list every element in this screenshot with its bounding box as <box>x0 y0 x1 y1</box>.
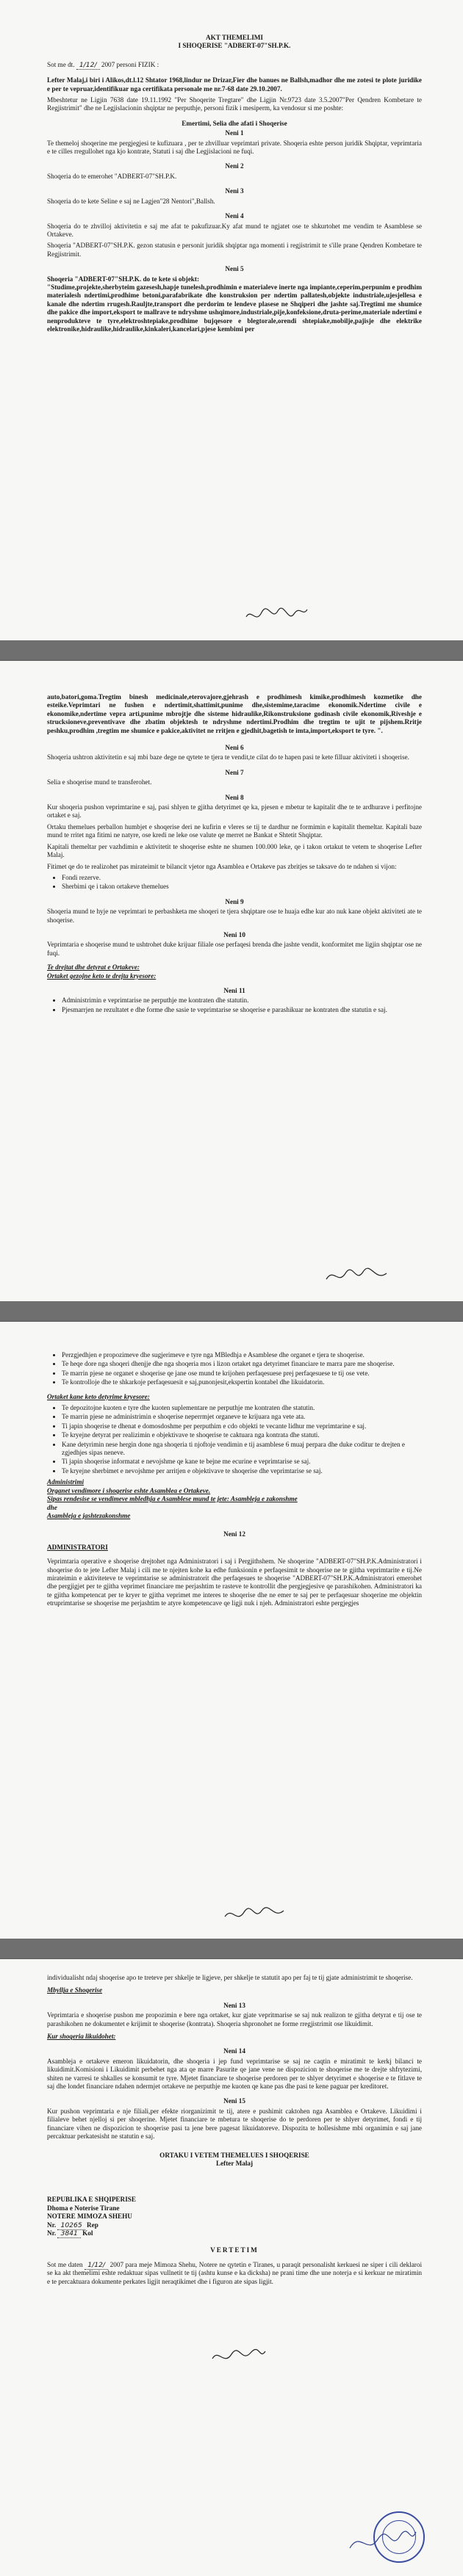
list-item: • Te heqe dore nga shoqeri dhenjje dhe nga shoqeria mos i lizon ortaket nga detyrimet financiare te marra pare me shoqerise. <box>62 1360 422 1368</box>
list-item: • Te marrin pjese ne organet e shoqerise qe jane ose mund te krijohen perfaqesuese prej perfaqesuese te tij ose vete. <box>62 1370 422 1378</box>
article-15-heading: Neni 15 <box>223 2097 245 2105</box>
rep-suffix: Rep <box>87 2221 98 2229</box>
date-suffix: 2007 personi FIZIK : <box>101 60 159 68</box>
legal-basis: Mbeshtetur ne Ligjin 7638 date 19.11.1992 "Per Shoqerite Tregtare" dhe Ligjin Nr.9723 date 3.5.2007"Per Qendren Kombetare te Regjistrimit" dhe ne Legjislacionin shqiptar ne perputhje, personi fizik i mesiperm, ka vendosur si me poshte: <box>47 96 422 112</box>
article-12-text: Veprimtaria operative e shoqerise drejtohet nga Administratori i saj i Pergjithshem. Ne shoqerine "ADBERT-07"SH.P.K.Administratori i shoqerise do te jete Lefter Malaj i cili me te njejten kohe ka edhe funksionin e perfaqesimit te shoqerise ne te gjitha veprimtarite e tij.Ne mirateimin e aktiviteteve te veprimtarise se administratorit dhe perfaqesues te shoqerise "ADBERT-07"SH.P.K.Administratori emerohet dhe pergjigjet per te gjitha veprimet financiare me perjashtim te rasteve te kontrollit dhe pergjegjesive qe parashikohen. Administratori ka te gjitha kompetencat per te kryer te gjitha veprimet me interes te shoqerise dhe ne emer te saj per te perfaqesuar shoqerine me objektin etruprimtarise se shoqerise me perjashtim te atyre kompetencave qe ligji nuk i njeh. Administratori eshte pergjegjes <box>47 1557 422 1607</box>
article-5-object-text: "Studime,projekte,sherbyteim gazesesh,hapje tunelesh,prodhimin e materialeve inerte nga impiante,ceperim,perpunim e prodhim materialesh ndertimi,prodhime betoni,parafabrikate dhe konstruksion per ndertim pallatesh,objekte industriale,ujesjellesa e kanale dhe ndertim rrugesh.Rauljte,transport dhe perdorim te lendeve plasese ne Shqiperi dhe jashte saj.Tregtimi me shumice dhe pakice dhe import,eksport te mallrave te ndryshme ushqimore,industriale,pije,konfeksione,druta-perime,materiale ndertimi e nenprodukteve te tyre,elektroshtepiake,prodhime bujqesore e blegtorale,orendi shtepiake,mobilje,pajisje dhe elektrike elektronike,hidraulike,hidraulike,kinkaleri,kancelari,pjese kembimi per <box>47 283 422 333</box>
notary-signature <box>345 2526 419 2558</box>
extraordinary-assembly: Asambleja e jashtezakonshme <box>47 1511 131 1519</box>
initials-signature <box>243 602 309 629</box>
assembly-and: dhe <box>47 1503 57 1511</box>
list-item: • Ti japin shoqerise te dhenat e domosdoshme per perputhim e cdo objekti te vecante lidhur me veprimtarine e saj. <box>62 1422 422 1430</box>
article-8-heading: Neni 8 <box>225 793 244 801</box>
notary-name: NOTERE MIMOZA SHEHU <box>47 2213 132 2221</box>
handwritten-date: 1/12/ <box>76 61 100 70</box>
administration-title: Administrimi <box>47 1478 85 1486</box>
administrator-heading: ADMINISTRATORI <box>47 1543 108 1551</box>
article-13-heading: Neni 13 <box>223 2001 245 2009</box>
article-3-text: Shoqeria do te kete Seline e saj ne Lagjen"28 Nentori",Ballsh. <box>47 197 215 205</box>
article-4-text-1: Shoqeria do te zhvilloj aktivitetin e saj me afat te pakufizuar.Ky afat mund te ngjatet ose te shkurtohet me vendim te Asamblese se Ortakeve. <box>47 222 422 238</box>
article-6-heading: Neni 6 <box>225 744 244 752</box>
article-14-text: Asambleja e ortakeve emeron likuidatorin, dhe shoqeria i jep fund veprimtarise se saj ne caqtin e miratimit te kerkj bilanci te likuidimit.Komisioni i Likuidimit perbehet nga ata qe marre Pasurite qe jane vene ne dispozicion te shoqerise me te drejte shfrytezimi, shiten ne varresi te shkalles se konsumit te tyre. Mjetet financiare te shoqerise perdoren per te shlyer detyrimet e shoqerise e te fitlave te saj dhe londet financiare ndahen ndermjet ortakeve ne perputhje me kuoten qe kane pas dhe pasi te kene paguar per kreditoret. <box>47 2057 422 2091</box>
page-gap <box>0 640 463 661</box>
article-3-heading: Neni 3 <box>225 187 244 195</box>
list-item: • Perzgjedhjen e propozimeve dhe sugjerimeve e tyre nga MBledhja e Asamblese dhe organet e tjera te shoqerise. <box>62 1351 422 1359</box>
article-14-heading: Neni 14 <box>223 2047 245 2055</box>
rights-list-continued <box>47 1351 422 1387</box>
document-page-1 <box>0 0 463 640</box>
notary-chamber: Dhoma e Noterise Tirane <box>47 2204 120 2212</box>
page-1-content <box>47 34 422 336</box>
list-item: • Sherbimi qe i takon ortakeve themelues <box>62 883 422 891</box>
list-item: • Fondi rezerve. <box>62 874 422 882</box>
list-item: • Te kryejne sherbimet e nevojshme per arritjen e objektivave te shoqerise dhe veprimtarise se saj. <box>62 1467 422 1475</box>
section-title-name-seat: Emertimi, Selia dhe afati i Shoqerise <box>182 119 287 127</box>
page-gap <box>0 1939 463 1959</box>
date-line <box>47 61 422 69</box>
list-item: • Ti japin shoqerise informatat e nevojshme qe kane te bejne me ecurine e veprimtarise se saj. <box>62 1458 422 1466</box>
page-2-content <box>47 693 422 1017</box>
article-5-heading: Neni 5 <box>225 265 244 273</box>
article-2-text: Shoqeria do te emerohet "ADBERT-07"SH.P.K. <box>47 172 177 180</box>
rights-subtitle: Ortaket gezojne keto te drejta kryesore: <box>47 972 157 980</box>
cert-prefix: Sot me daten <box>47 2260 83 2268</box>
document-page-2 <box>0 661 463 1301</box>
initials-signature <box>220 1902 287 1928</box>
deed-title: AKT THEMELIMI <box>205 34 264 41</box>
cert-date-handwritten: 1/12/ <box>85 2261 108 2270</box>
founder-signature <box>209 2345 268 2367</box>
article-2-heading: Neni 2 <box>225 162 244 170</box>
founder-name: Lefter Malaj <box>215 2159 254 2167</box>
page-gap <box>0 1301 463 1322</box>
article-8-text-2: Ortaku themelues perballon humbjet e shoqerise deri ne kufirin e vleres se tij te dardhur ne formimin e kapitalit themeltar. Kapitali baze mund te rritet nga fitimi ne natyre, ose kredi ne leke ose valute qe merret ne Bankat e Shtetit Shqiptar. <box>47 822 422 839</box>
article-15-text: Kur pushon veprimtaria e nje filiali,per efekte riorganizimit te tij, atere e pushimit caktohen nga Asamblea e Ortakeve. Likuidimi i filialeve behet njelloj si per shoqerine. Mjetet financiare te mbetura te shoqerise do te perdoren per te shlyer detyrimet, fondi e tij financiare vihen ne dispozicion te shoqerise pasi ta jene bere pagesat likuidatoreve. Dispozita te hollesishme mbi organimin e saj jane percaktuar perkatesisht ne statutin e saj. <box>47 2107 422 2141</box>
document-page-4 <box>0 1959 463 2576</box>
article-5-intro: Shoqeria "ADBERT-07"SH.P.K. do te kete si objekt: <box>47 275 199 283</box>
profit-distribution-list <box>47 874 422 891</box>
page-3-content <box>47 1351 422 1611</box>
article-12-text-continued: individualisht ndaj shoqerise apo te treteve per shkelje te ligjeve, per shkelje te statutit apo per faj te tij gjate administrimit te shoqerise. <box>47 1974 413 1981</box>
article-10-text: Veprimtaria e shoqerise mund te ushtrohet duke krijuar filiale ose perfaqesi brenda dhe jashte vendit, konformitet me ligjin shqiptar ose ne fuqi. <box>47 941 422 957</box>
rights-duties-title: Te drejtat dhe detyrat e Ortakeve: <box>47 963 140 972</box>
article-4-text-2: Shoqeria "ADBERT-07"SH.P.K. gezon statusin e personit juridik shqiptar nga momenti i regjistrimit te s'ille prane Qendren Kombetare te Regjistrimit. <box>47 242 422 258</box>
duties-title: Ortaket kane keto detyrime kryesore: <box>47 1392 150 1400</box>
liquidation-title: Kur shoqeria likuidohet: <box>47 2033 116 2041</box>
article-1-heading: Neni 1 <box>225 129 244 137</box>
list-item: • Kane detyrimin nese hergin done nga shoqeria ti njoftoje vendimin e tij asamblese 6 muaj perpara dhe duke coditur te drejten e zgjedhjes sipas neneve. <box>62 1441 422 1458</box>
list-item: • Te kryejne detyrat per realizimin e objektivave te shoqerise te caktuara nga kontrata dhe statuti. <box>62 1431 422 1439</box>
closure-title: Mbyllja e Shoqerise <box>47 1986 103 1994</box>
article-12-heading: Neni 12 <box>223 1530 245 1538</box>
article-9-text: Shoqeria mund te hyje ne veprimtari te perbashketa me shoqeri te tjera shqiptare ose te huaja edhe kur ato nuk kane objekt aktiviteti ate te shoqerise. <box>47 908 422 924</box>
article-1-text: Te themeloj shoqerine me pergjegjesi te kufizuara , per te zhvilluar veprimtari private. Shoqeria eshte person juridik Shqiptar, veprimtaria e te cilles rregullohet nga kjo kontrate, Statuti i saj dhe Legjislacioni ne fuqi. <box>47 139 422 156</box>
deed-subtitle: I SHOQERISE "ADBERT-07"SH.P.K. <box>178 42 291 50</box>
notary-republic: REPUBLIKA E SHQIPERISE <box>47 2196 137 2204</box>
duties-list <box>47 1404 422 1475</box>
initials-signature <box>323 1263 390 1289</box>
list-item: • Te kontrolloje dhe te shkarkoje perfaqesuesit e saj,punonjesit,ekspertin kontabel dhe likuidatorin. <box>62 1378 422 1386</box>
kol-number-handwritten: 3841 <box>57 2229 80 2238</box>
rights-list <box>47 996 422 1014</box>
founder-identity: Lefter Malaj,i biri i Alikos,dt.l.12 Shtator 1968,lindur ne Drizar,Fier dhe banues ne Ballsh,madhor dhe me zotesi te plote juridike e per te vepruar,identifikuar nga certifikata personale me nr.7-68 date 29.10.2007. <box>47 76 422 93</box>
repertory-number <box>47 2221 422 2229</box>
article-5-object-continued: auto,batori,goma.Tregtim binesh medicinale,eterovajore,gjehrash e prodhimesh kimike,prodhimesh kozmetike dhe esteike.Veprimtari ne fushen e ndertimit,shattimit,punime dhe,sistemime,taracime ekonomik.Ndertime civile e ekonomike,ndertime vepra arti,punime mbrojtje dhe sisteme hidraulike,Rikonstruksione godinash civile ekonomik,Riveshje e strucksioneve,preventivave dhe zbatim objektesh te ndryshme ndertimi.Prodhim dhe tregtim te ujit te pijshem.Rritje peshku,prodhim ,tregtim me shumice e pakice,aktivitet ne rritjen e gjedhit,bagetish te imta,import,eksport te tyre. ". <box>47 693 422 734</box>
list-item: • Te depozitojne kuoten e tyre dhe kuoten suplementare ne perputhje me kontraten dhe statutin. <box>62 1404 422 1412</box>
document-page-3 <box>0 1322 463 1939</box>
kol-prefix: Nr. <box>47 2229 57 2237</box>
article-13-text: Veprimtaria e shoqerise pushon me propozimin e bere nga ortaket, kur gjate vepritmarise se saj nuk realizon te gjitha detyrat e tij ose te parashikohen ne dokumentet e krijimit te shoqerise (kontrata). Shoqeria shpronohet ne forme rregjistrimit ose likuidimit. <box>47 2011 422 2027</box>
date-prefix: Sot me dt. <box>47 60 75 68</box>
collection-number <box>47 2229 422 2237</box>
article-8-text-4: Fitimet qe do te realizohet pas mirateimit te bilancit vjetor nga Asamblea e Ortakeve pas zbritjes se taksave do te ndahen si vijon: <box>47 862 397 870</box>
article-7-heading: Neni 7 <box>225 768 244 776</box>
article-6-text: Shoqeria ushtron aktivitetin e saj mbi baze dege ne qytete te tjera te vendit,te cilat do te hapen pasi te kete filluar aktiviteti i shoqerise. <box>47 753 409 761</box>
founder-title: ORTAKU I VETEM THEMELUES I SHOQERISE <box>159 2151 309 2159</box>
rep-number-handwritten: 10265 <box>57 2221 85 2230</box>
certification-title: VERTETIM <box>210 2246 259 2254</box>
list-item: • Pjesmarrjen ne rezultatet e dhe forme dhe sasie te veprimtarise se shoqerise e parashikuar ne kontraten dhe statutin e saj. <box>62 1006 422 1014</box>
decision-organ-text: Organet vendimore i shoqerise eshte Asamblea e Ortakeve. <box>47 1486 211 1494</box>
article-11-heading: Neni 11 <box>223 986 245 994</box>
article-7-text: Selia e shoqerise mund te transferohet. <box>47 778 152 786</box>
page-4-content <box>47 1974 422 2289</box>
article-8-text-1: Kur shoqeria pushon veprimtarine e saj, pasi shlyen te gjitha detyrimet qe ka, pjesen e mbetur te kapitalit dhe te te ardhurave i perfitojne ortaket e saj. <box>47 803 422 820</box>
article-9-heading: Neni 9 <box>225 897 244 905</box>
cert-body: 2007 para meje Mimoza Shehu, Notere ne qytetin e Tiranes, u paraqit personalisht kerkuesi ne siper i cili deklaroi se ka akt themelimi eshte redaktuar sipas vullnetit te tij (ashtu kunse e ka dicksha) ne prani time dhe une noterja e si kerkuar ne miratimin e te percaktuara dokumente perkates ligjit neraqtikimet dhe i figuron ate sipas ligjit. <box>47 2260 423 2285</box>
article-4-heading: Neni 4 <box>225 212 244 220</box>
kol-suffix: Kol <box>82 2229 93 2237</box>
certification-text <box>47 2261 422 2286</box>
article-8-text-3: Kapitali themeltar per vazhdimin e aktivitetit te shoqerise eshte ne shumen 100.000 leke, qe i takon ortakut te vetem te shoqerise Lefter Malaj. <box>47 842 422 859</box>
assembly-types-text: Sipas rendesise se vendimeve mbledhja e Asamblese mund te jete: Asambleja e zakonshme <box>47 1495 298 1503</box>
list-item: • Administrimin e veprimtarise ne perputhje me kontraten dhe statutin. <box>62 996 422 1005</box>
list-item: • Te marrin pjese ne administrimin e shoqerise neperrmjet organeve te krijuara nga vete ata. <box>62 1413 422 1421</box>
article-10-heading: Neni 10 <box>223 930 245 938</box>
rep-prefix: Nr. <box>47 2221 57 2229</box>
